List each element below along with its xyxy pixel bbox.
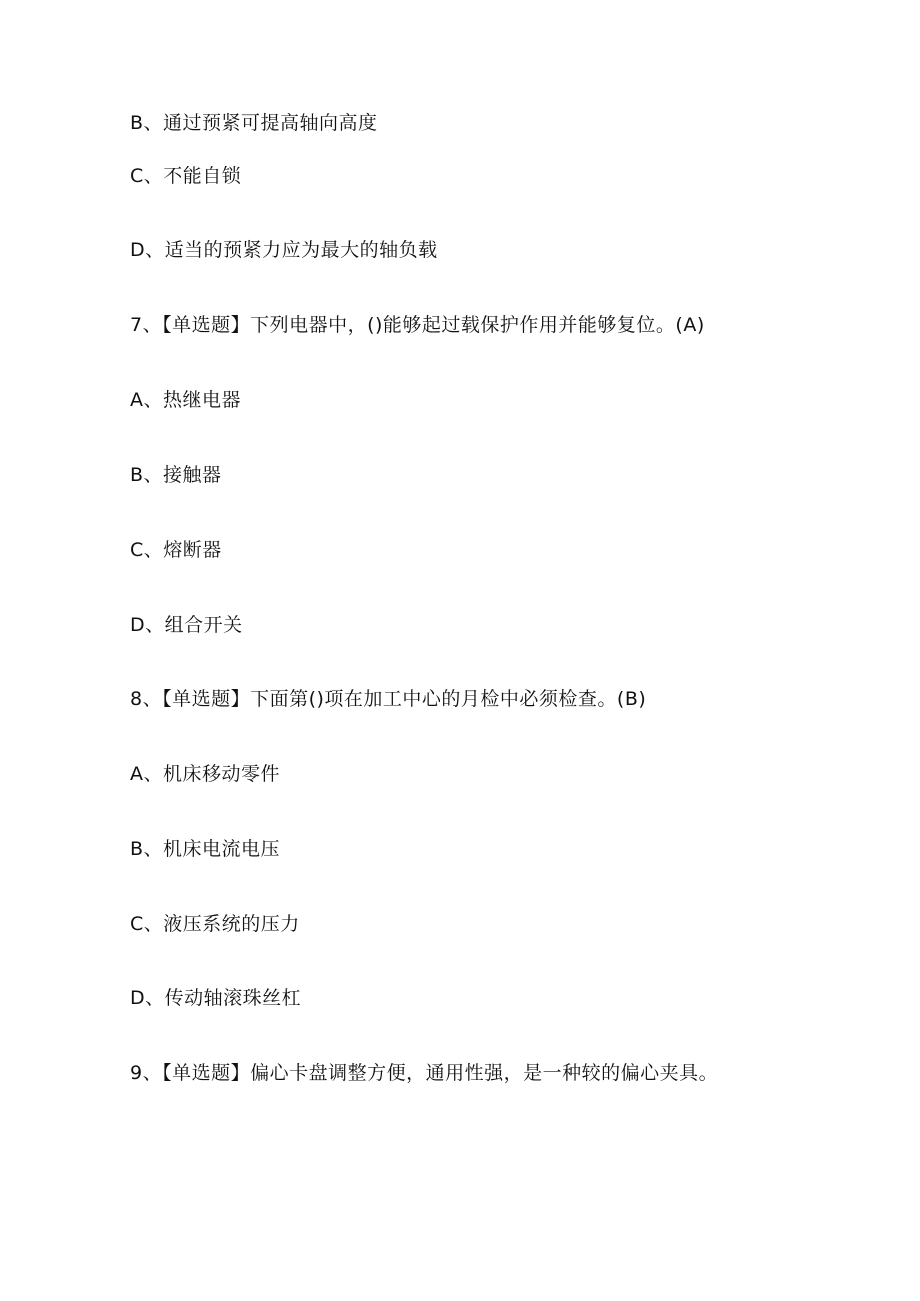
question-7: 7、【单选题】下列电器中，()能够起过载保护作用并能够复位。(A) (130, 314, 705, 336)
option-d-line: D、适当的预紧力应为最大的轴负载 (130, 239, 438, 261)
q8-option-d: D、传动轴滚珠丝杠 (130, 987, 302, 1009)
q7-option-c: C、熔断器 (130, 539, 222, 561)
question-9: 9、【单选题】偏心卡盘调整方便，通用性强，是一种较的偏心夹具。 (130, 1062, 719, 1084)
q8-option-c: C、液压系统的压力 (130, 913, 300, 935)
q7-option-d: D、组合开关 (130, 614, 243, 636)
option-c-line: C、不能自锁 (130, 165, 242, 187)
q7-option-b: B、接触器 (130, 464, 222, 486)
q8-option-b: B、机床电流电压 (130, 838, 281, 860)
q7-option-a: A、热继电器 (130, 389, 241, 411)
question-8: 8、【单选题】下面第()项在加工中心的月检中必须检查。(B) (130, 688, 647, 710)
q8-option-a: A、机床移动零件 (130, 763, 280, 785)
option-b-line: B、通过预紧可提高轴向高度 (130, 112, 378, 134)
